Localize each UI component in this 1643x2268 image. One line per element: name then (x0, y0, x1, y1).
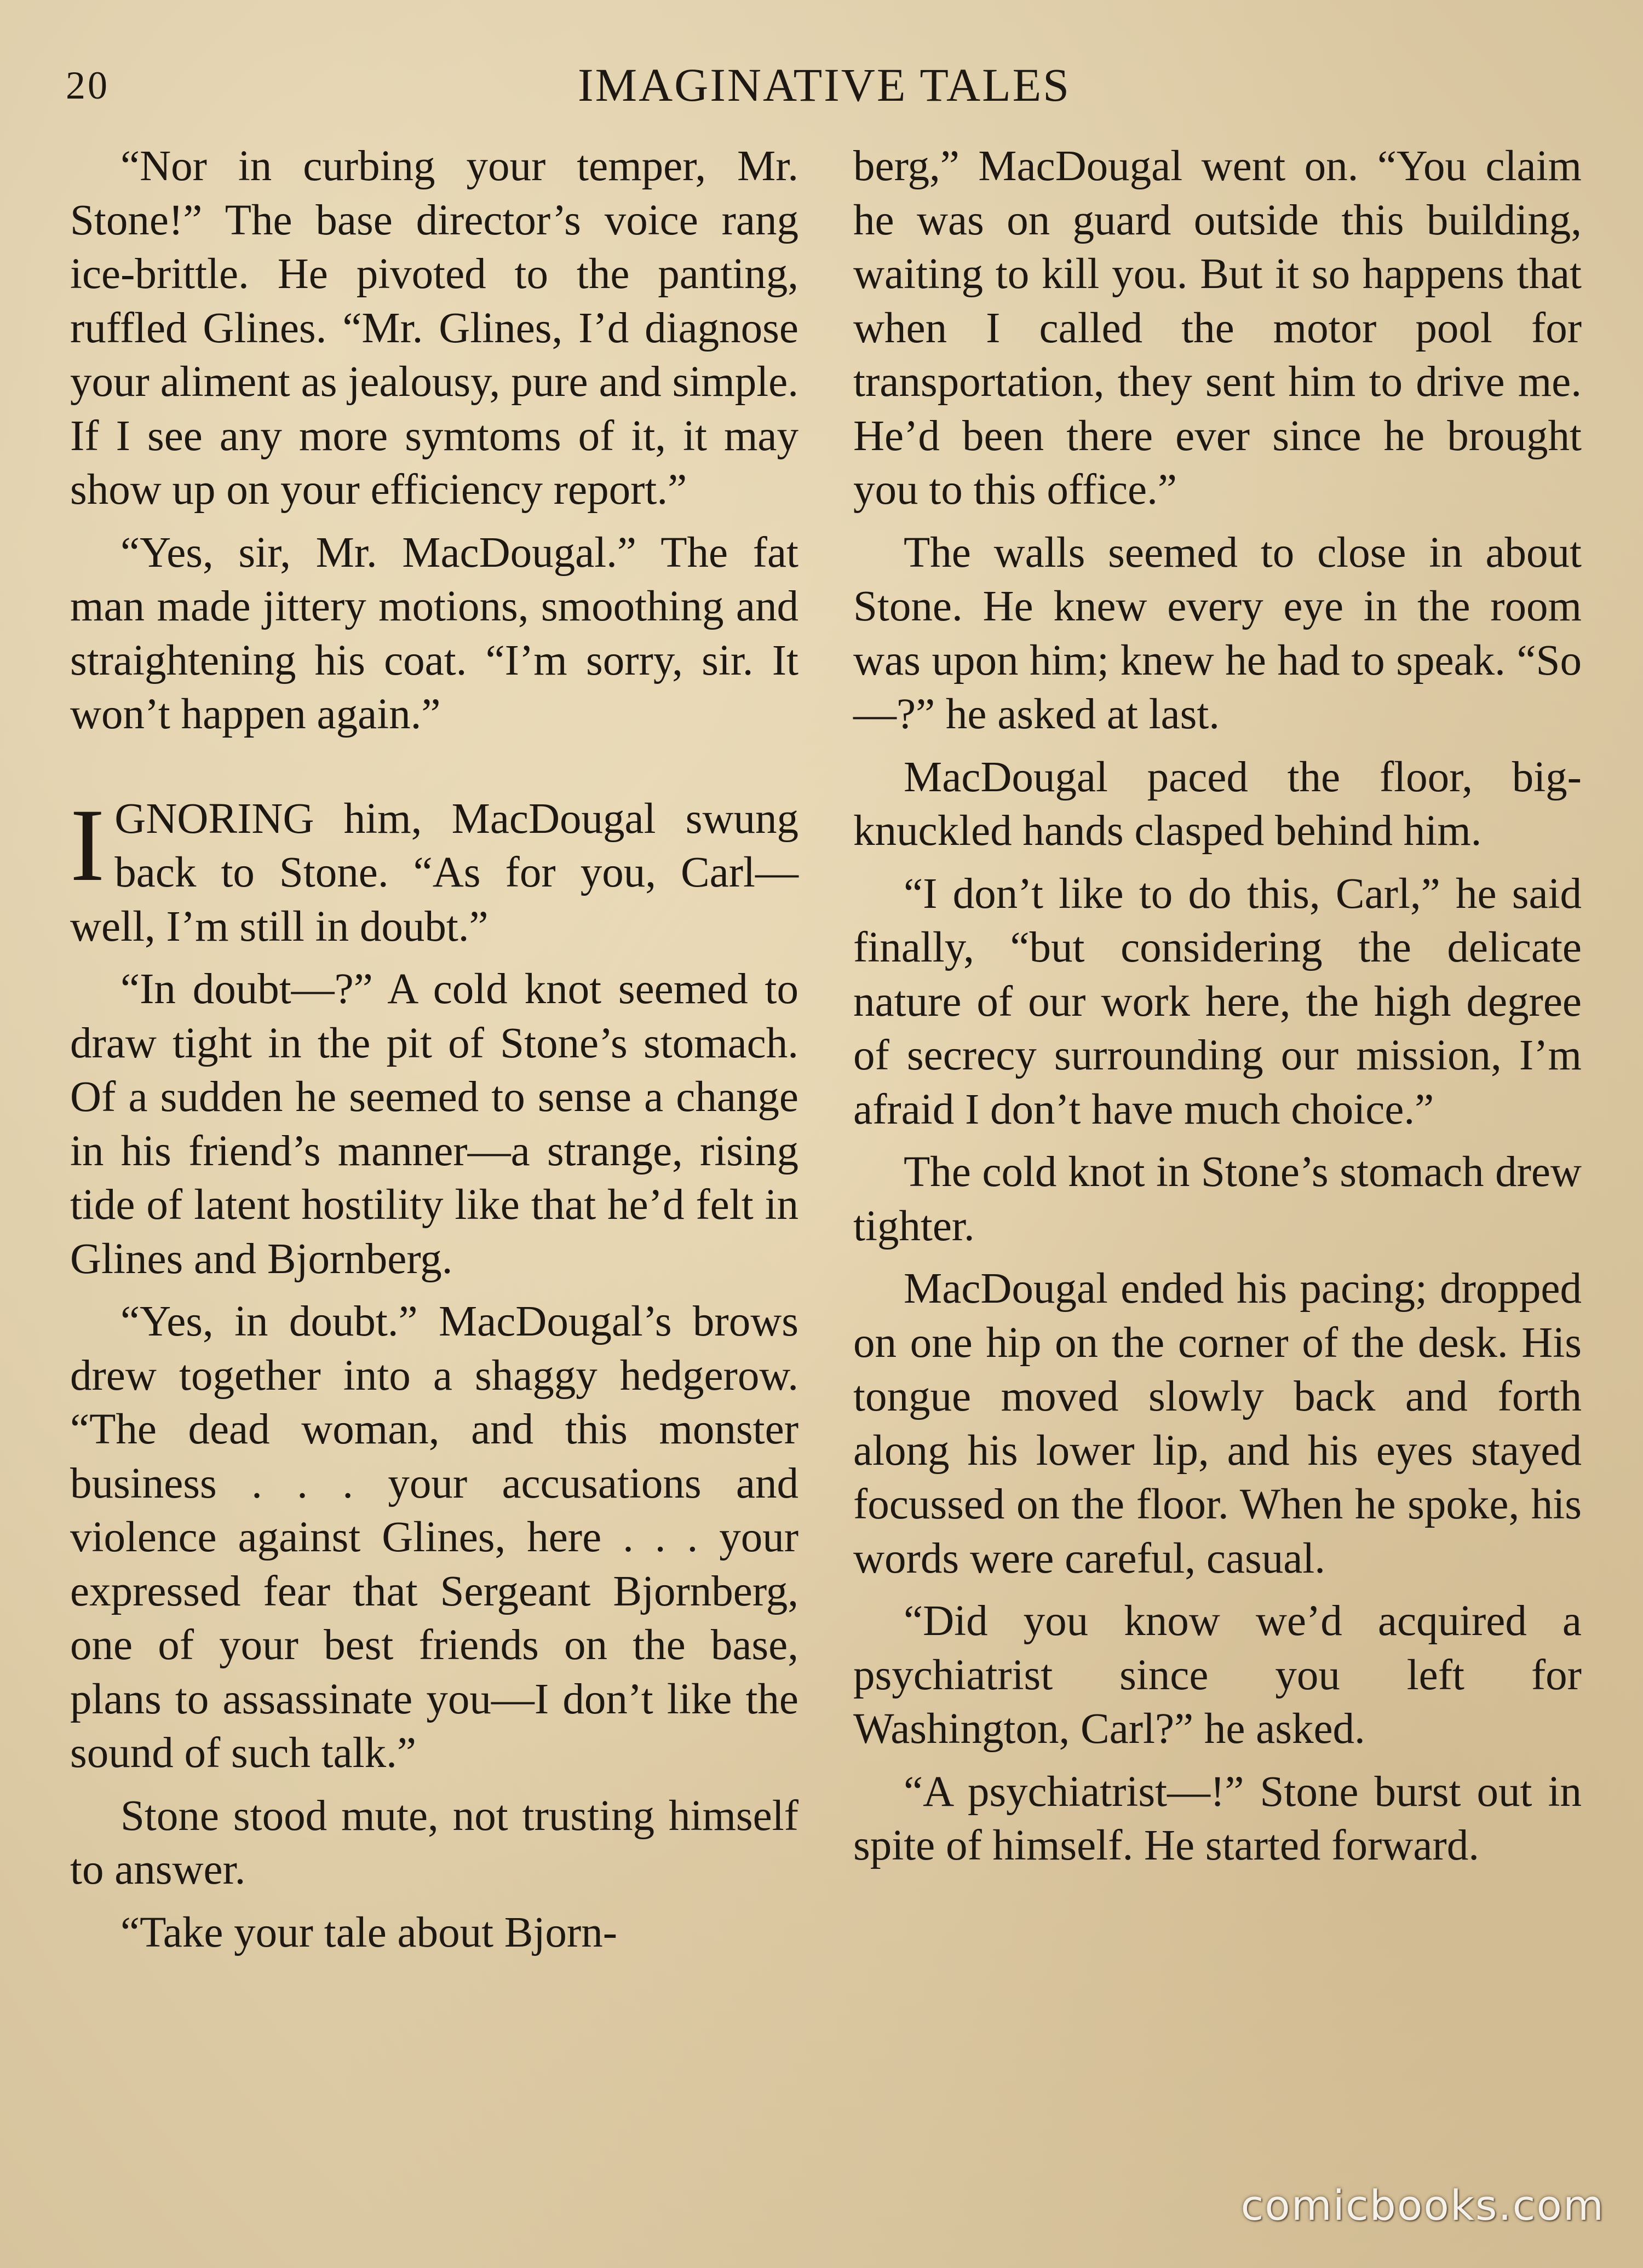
paragraph: Stone stood mute, not trusting himself to answer. (70, 1792, 798, 1893)
paragraph-text: GNORING him, MacDougal swung back to Stone. “As for you, Carl—well, I’m still in doubt.” (70, 795, 798, 951)
paragraph: The walls seemed to close in about Stone. He knew every eye in the room was upon him; knew he had to speak. “So—?” he asked at last. (853, 528, 1582, 738)
left-column (70, 140, 798, 1968)
right-column (853, 140, 1582, 1882)
paragraph: “Take your tale about Bjorn- (120, 1908, 618, 1956)
paragraph: MacDougal ended his pacing; dropped on one hip on the corner of the desk. His tongue moved slowly back and forth along his lower lip, and his eyes stayed focussed on the floor. When he spoke, his words were careful, casual. (853, 1265, 1582, 1582)
section-start-paragraph (70, 787, 798, 954)
paragraph: “Did you know we’d acquired a psychiatrist since you left for Washington, Carl?” he asked. (853, 1597, 1582, 1753)
page-number: 20 (66, 64, 110, 107)
paragraph: “Yes, in doubt.” MacDougal’s brows drew together into a shaggy hedgerow. “The dead woman, and this monster business . . . your accusations and violence against Glines, here . . . your expressed fear that Sergeant Bjornberg, one of your best friends on the base, plans to assassinate you—I don’t like the sound of such talk.” (70, 1298, 798, 1777)
running-title: IMAGINATIVE TALES (577, 59, 1071, 111)
paragraph: “I don’t like to do this, Carl,” he said finally, “but considering the delicate nature of our work here, the high degree of secrecy surrounding our mission, I’m afraid I don’t have much choice.” (853, 870, 1582, 1133)
paragraph: MacDougal paced the floor, big-knuckled hands clasped behind him. (853, 753, 1582, 855)
paragraph: berg,” MacDougal went on. “You claim he was on guard outside this building, waiting to kill you. But it so happens that when I called the motor pool for transportation, they sent him to drive me. He’d been there ever since he brought you to this office.” (853, 142, 1582, 514)
paragraph: “Yes, sir, Mr. MacDougal.” The fat man made jittery motions, smoothing and straightening his coat. “I’m sorry, sir. It won’t happen again.” (70, 528, 798, 738)
watermark: comicbooks.com (1240, 2181, 1605, 2230)
paragraph: The cold knot in Stone’s stomach drew tighter. (853, 1148, 1582, 1250)
paragraph: “Nor in curbing your temper, Mr. Stone!” The base director’s voice rang ice-brittle. He pivoted to the panting, ruffled Glines. “Mr. Glines, I’d diagnose your aliment as jealousy, pure and simple. If I see any more symtoms of it, it may show up on your efficiency report.” (70, 142, 798, 514)
paragraph: “In doubt—?” A cold knot seemed to draw tight in the pit of Stone’s stomach. Of a sudden he seemed to sense a change in his friend’s manner—a strange, rising tide of latent hostility like that he’d felt in Glines and Bjornberg. (70, 965, 798, 1283)
page-header (66, 57, 1583, 118)
drop-cap: I (70, 787, 105, 903)
paragraph: “A psychiatrist—!” Stone burst out in spite of himself. He started forward. (853, 1768, 1582, 1869)
